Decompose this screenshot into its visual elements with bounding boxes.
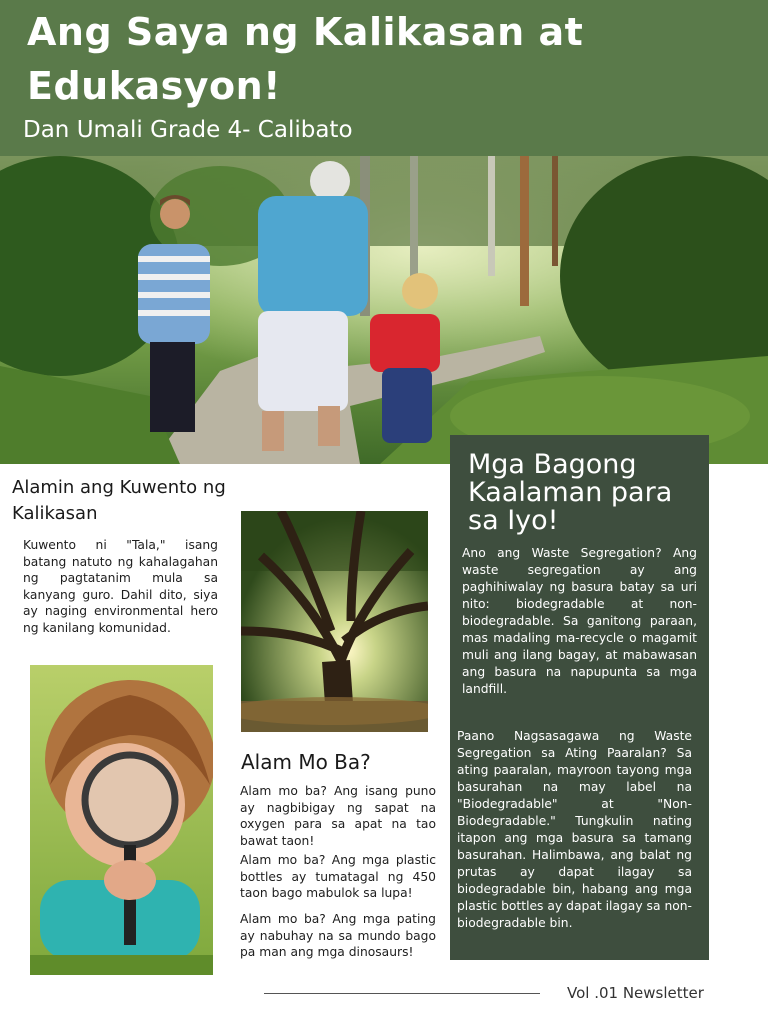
school-segregation-paragraph: Paano Nagsasagawa ng Waste Segregation sa Ating Paaralan? Sa ating paaralan, mayroon tayong mga basurahan na may label na "Biodegradable" at "Non-Biodegradable." Tungkulin nating itapon ang mga basura sa tamang basurahan. Halimbawa, ang balat ng prutas ay dapat ilagay sa biodegradable bin, habang ang mga plastic bottles ay dapat ilagay sa non-biodegradable bin. [457,729,692,930]
fact-paragraph: Alam mo ba? Ang isang puno ay nagbibigay ng sapat na oxygen para sa apat na tao bawat taon! [240,784,436,848]
waste-segregation-definition: Ano ang Waste Segregation? Ang waste segregation ay ang paghihiwalay ng basura batay sa uri nito: biodegradable at non-biodegradable. Sa ganitong paraan, mas madaling ma-recycle o magamit muli ang ilang bagay, at mabawasan ang basura na napupunta sa mga landfill. [462,546,697,696]
footer-volume-label: Vol .01 Newsletter [567,984,704,1002]
tree-photo [241,511,428,732]
newsletter-title: Ang Saya ng Kalikasan at Edukasyon! [27,10,584,108]
newsletter-subtitle: Dan Umali Grade 4- Calibato [23,117,353,143]
story-paragraph: Kuwento ni "Tala," isang batang natuto ng kahalagahan ng pagtatanim mula sa kanyang guro. Dahil dito, siya ay naging environmental hero ng kanilang komunidad. [23,538,218,635]
info-panel [450,435,709,960]
hero-photo-family-walk [0,156,768,464]
fact-paragraph: Alam mo ba? Ang mga plastic bottles ay tumatagal ng 450 taon bago mabulok sa lupa! [240,853,436,900]
header-banner [0,0,768,156]
panel-title: Mga Bagong Kaalaman para sa Iyo! [468,449,673,536]
fact-paragraph: Alam mo ba? Ang mga pating ay nabuhay na sa mundo bago pa man ang mga dinosaurs! [240,912,436,959]
did-you-know-heading: Alam Mo Ba? [241,750,371,774]
story-heading: Alamin ang Kuwento ng Kalikasan [12,477,226,524]
footer-divider [264,993,540,994]
child-magnifier-photo [30,665,213,975]
